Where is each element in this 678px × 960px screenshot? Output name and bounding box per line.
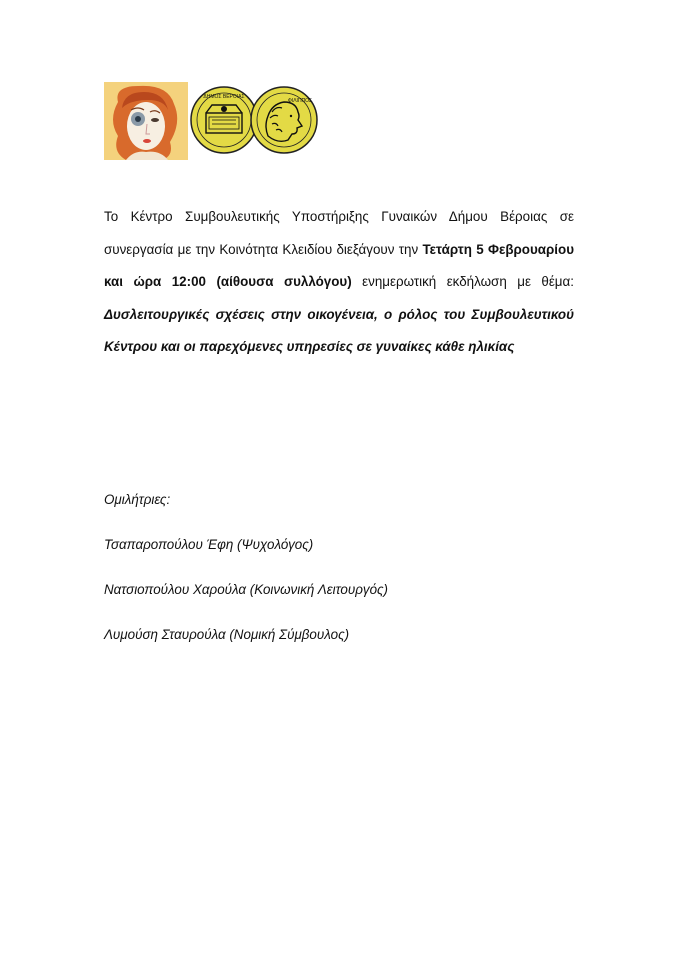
coin1-text: ΔΗΜΟΣ ΒΕΡΟΙΑΣ: [203, 94, 245, 100]
event-topic: Δυσλειτουργικές σχέσεις στην οικογένεια, ο ρόλος του Συμβουλευτικού Κέντρου και οι παρεχόμενες υπηρεσίες σε γυναίκες κάθε ηλικίας: [104, 306, 574, 354]
coin2-text: ΦΙΛΙΠΠΟΣ: [287, 98, 313, 104]
women-center-logo: [104, 82, 188, 160]
speaker-item: Νατσιοπούλου Χαρούλα (Κοινωνική Λειτουργός): [104, 582, 389, 597]
speakers-section: [104, 490, 388, 670]
header-logos: [104, 80, 324, 162]
philippos-coin-logo: [250, 86, 318, 154]
event-description-text: ενημερωτική εκδήλωση με θέμα:: [351, 274, 574, 289]
municipality-coin-logo: [190, 86, 258, 154]
announcement-paragraph: [104, 201, 574, 364]
intro-text: Το Κέντρο Συμβουλευτικής Υποστήριξης Γυναικών Δήμου Βέροιας σε συνεργασία με την Κοινότητα Κλειδίου διεξάγουν την: [104, 209, 574, 257]
event-date-time: Τετάρτη 5 Φεβρουαρίου και ώρα 12:00 (αίθουσα συλλόγου): [104, 241, 574, 289]
speaker-item: Λυμούση Σταυρούλα (Νομική Σύμβουλος): [104, 627, 350, 642]
speaker-item: Τσαπαροπούλου Έφη (Ψυχολόγος): [104, 537, 314, 552]
speakers-heading: Ομιλήτριες:: [104, 492, 171, 507]
